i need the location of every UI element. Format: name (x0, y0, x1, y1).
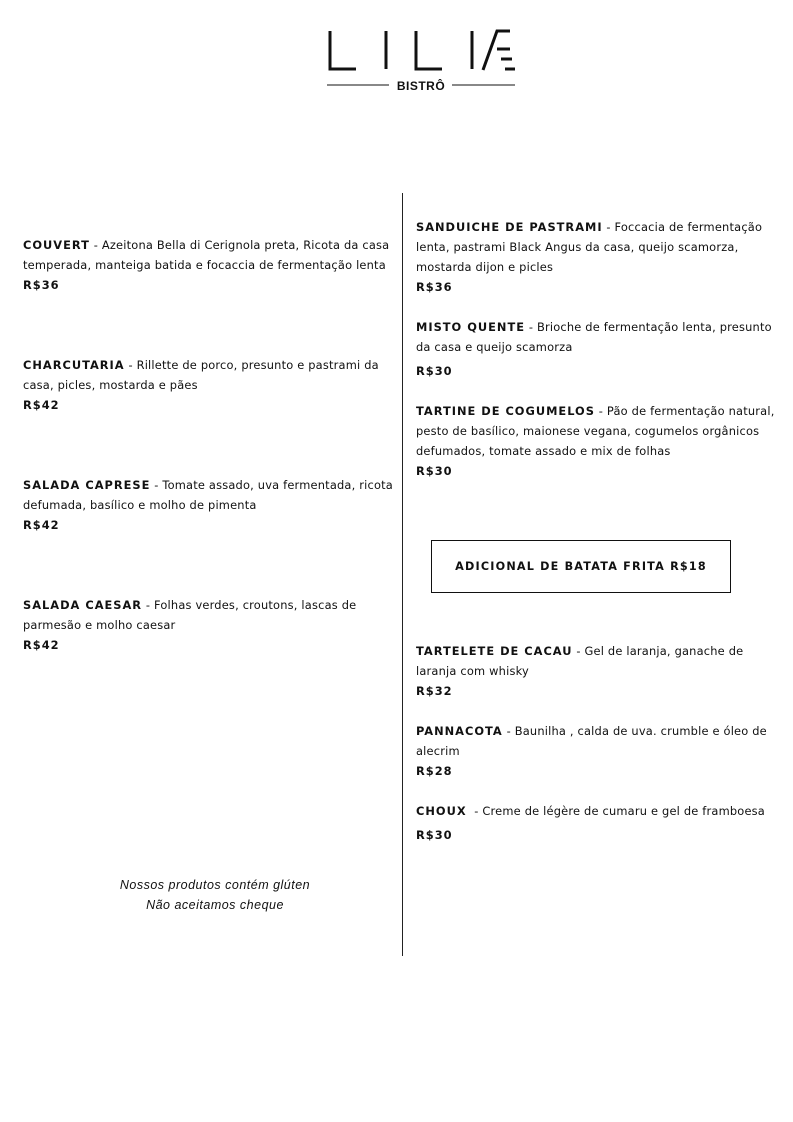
item-price: R$30 (416, 828, 453, 842)
brand-subtitle: BISTRÔ (396, 79, 446, 93)
item-price: R$36 (416, 280, 453, 294)
item-description: Pão de fermentação natural, pesto de basílico, maionese vegana, cogumelos orgânicos defumados, tomate assado e mix de folhas (416, 404, 775, 458)
item-description: Creme de légère de cumaru e gel de framboesa (482, 804, 765, 818)
item-description: Baunilha , calda de uva. crumble e óleo de alecrim (416, 724, 767, 758)
item-price: R$42 (23, 398, 60, 412)
addon-box (431, 540, 731, 593)
item-name: SANDUICHE DE PASTRAMI (416, 220, 603, 234)
item-price: R$30 (416, 464, 453, 478)
item-price: R$36 (23, 278, 60, 292)
item-name: SALADA CAPRESE (23, 478, 151, 492)
menu-item-charcutaria: CHARCUTARIA - Rillette de porco, presunto e pastrami da casa, picles, mostarda e pães R$42 (23, 355, 398, 415)
liliae-logo (0, 0, 793, 110)
cheque-note: Não aceitamos cheque (146, 898, 284, 912)
item-name: CHARCUTARIA (23, 358, 125, 372)
item-price: R$30 (416, 364, 453, 378)
item-name: COUVERT (23, 238, 90, 252)
menu-item-salada-caprese: SALADA CAPRESE - Tomate assado, uva fermentada, ricota defumada, basílico e molho de pimenta R$42 (23, 475, 398, 535)
item-price: R$42 (23, 638, 60, 652)
item-description: Brioche de fermentação lenta, presunto da casa e queijo scamorza (416, 320, 772, 354)
item-description: Foccacia de fermentação lenta, pastrami Black Angus da casa, queijo scamorza, mostarda dijon e picles (416, 220, 763, 274)
item-name: PANNACOTA (416, 724, 503, 738)
menu-item-couvert: COUVERT - Azeitona Bella di Cerignola preta, Ricota da casa temperada, manteiga batida e focaccia de fermentação lenta R$36 (23, 235, 398, 295)
item-price: R$32 (416, 684, 453, 698)
menu-item-misto-quente: MISTO QUENTE - Brioche de fermentação lenta, presunto da casa e queijo scamorza R$30 (416, 317, 778, 381)
item-description: Folhas verdes, croutons, lascas de parmesão e molho caesar (23, 598, 357, 632)
footer-notes (60, 875, 370, 915)
item-description: Azeitona Bella di Cerignola preta, Ricota da casa temperada, manteiga batida e focaccia de fermentação lenta (23, 238, 390, 272)
item-description: Tomate assado, uva fermentada, ricota defumada, basílico e molho de pimenta (23, 478, 393, 512)
item-name: TARTINE DE COGUMELOS (416, 404, 595, 418)
addon-label: ADICIONAL DE BATATA FRITA R$18 (455, 560, 707, 573)
menu-item-salada-caesar: SALADA CAESAR - Folhas verdes, croutons, lascas de parmesão e molho caesar R$42 (23, 595, 398, 655)
gluten-note: Nossos produtos contém glúten (119, 878, 311, 892)
menu-item-tartelete-cacau: TARTELETE DE CACAU - Gel de laranja, ganache de laranja com whisky R$32 (416, 641, 778, 701)
menu-item-sanduiche-pastrami: SANDUICHE DE PASTRAMI - Foccacia de fermentação lenta, pastrami Black Angus da casa, queijo scamorza, mostarda dijon e picles R$36 (416, 217, 778, 297)
menu-item-pannacota: PANNACOTA - Baunilha , calda de uva. crumble e óleo de alecrim R$28 (416, 721, 778, 781)
item-name: CHOUX (416, 804, 467, 818)
menu-item-choux: CHOUX - Creme de légère de cumaru e gel de framboesa R$30 (416, 801, 778, 845)
item-name: TARTELETE DE CACAU (416, 644, 573, 658)
item-price: R$42 (23, 518, 60, 532)
item-name: SALADA CAESAR (23, 598, 143, 612)
column-divider (402, 193, 403, 956)
item-price: R$28 (416, 764, 453, 778)
item-description: Gel de laranja, ganache de laranja com whisky (416, 644, 744, 678)
item-description: Rillette de porco, presunto e pastrami da casa, picles, mostarda e pães (23, 358, 379, 392)
menu-item-tartine-cogumelos: TARTINE DE COGUMELOS - Pão de fermentação natural, pesto de basílico, maionese vegana, cogumelos orgânicos defumados, tomate assado e mix de folhas R$30 (416, 401, 778, 481)
item-name: MISTO QUENTE (416, 320, 525, 334)
